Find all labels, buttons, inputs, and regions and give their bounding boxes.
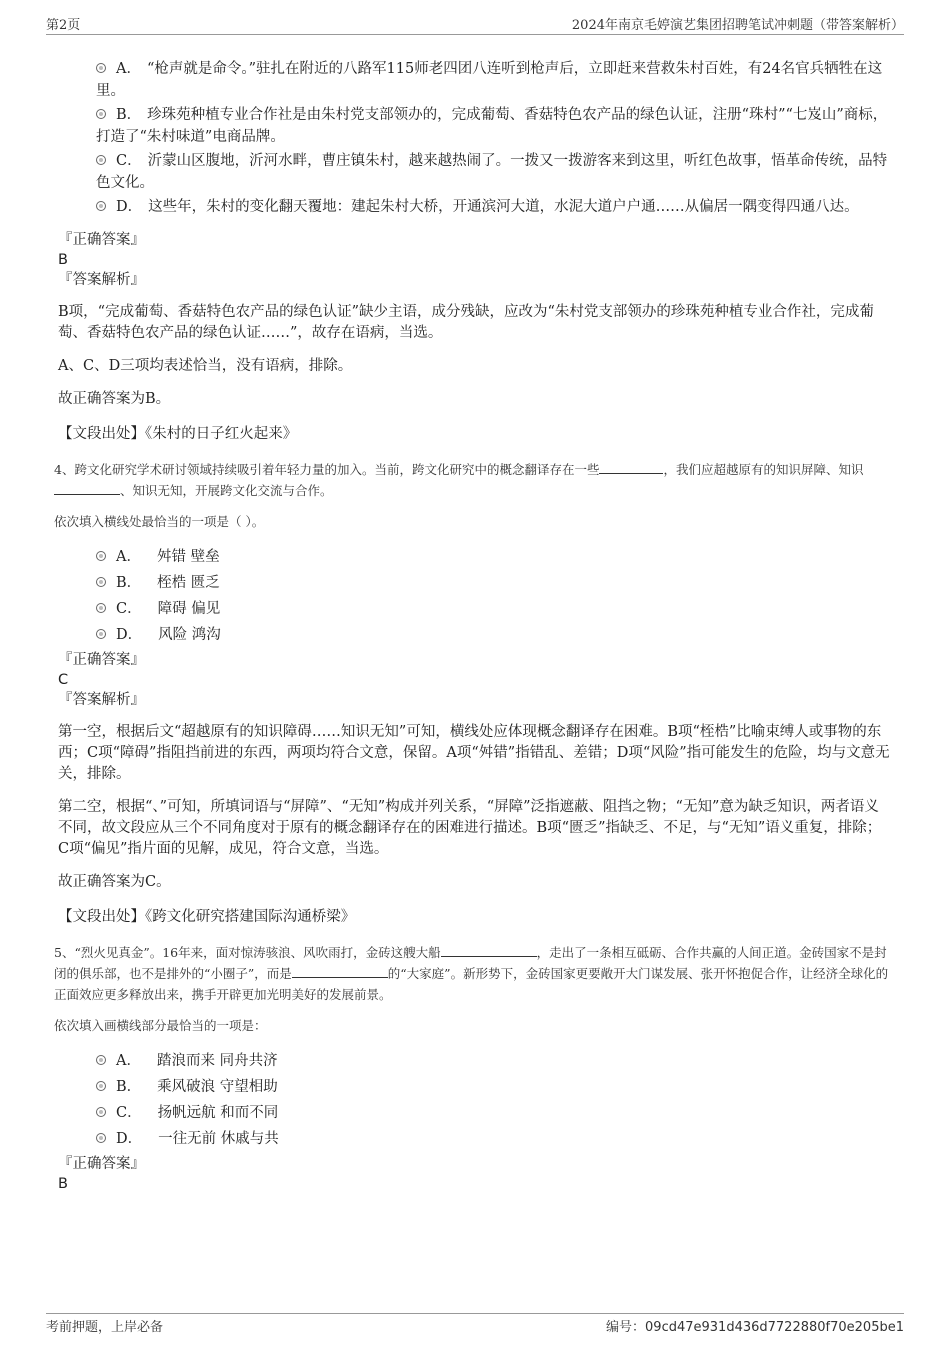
q3-option-c[interactable]: C． 沂蒙山区腹地，沂河水畔，曹庄镇朱村，越来越热闹了。一拨又一拨游客来到这里，听红色故事，悟革命传统，品特色文化。	[96, 153, 888, 191]
q4-analysis-label: 『答案解析』	[58, 692, 145, 708]
q4-answer-label: 『正确答案』	[58, 652, 145, 668]
q5-options	[96, 1050, 890, 1150]
main-content	[54, 58, 890, 1194]
q4-option-a[interactable]: A． 舛错 壁垒	[96, 546, 890, 568]
q3-analysis-paragraph: B项，“完成葡萄、香菇特色农产品的绿色认证”缺少主语，成分残缺，应改为“朱村党支部领办的珍珠苑种植专业合作社，完成葡萄、香菇特色农产品的绿色认证……”，故存在语病，当选。	[58, 304, 874, 341]
q4-analysis-paragraph: 第一空，根据后文“超越原有的知识障碍……知识无知”可知，横线处应体现概念翻译存在困难。B项“桎梏”比喻束缚人或事物的东西；C项“障碍”指阻挡前进的东西，两项均符合文意，保留。A项“舛错”指错乱、差错；D项“风险”指可能发生的危险，均与文意无关，排除。	[58, 724, 890, 782]
fill-blank	[54, 480, 120, 495]
q4-analysis-paragraph: 故正确答案为C。	[58, 874, 171, 890]
q4-option-d[interactable]: D． 风险 鸿沟	[96, 624, 890, 646]
q3-option-d[interactable]: D． 这些年，朱村的变化翻天覆地：建起朱村大桥，开通滨河大道，水泥大道户户通……从偏居一隅变得四通八达。	[96, 196, 890, 218]
document-code: 编号：09cd47e931d436d7722880f70e205be1	[606, 1320, 904, 1335]
fill-blank	[599, 459, 663, 474]
document-title: 2024年南京毛婷演艺集团招聘笔试冲刺题（带答案解析）	[571, 18, 904, 33]
q5-stem: 5、“烈火见真金”。16年来，面对惊涛骇浪、风吹雨打，金砖这艘大船 ，走出了一条相互砥砺、合作共赢的人间正道。金砖国家不是封闭的俱乐部，也不是排外的“小圈子”，而是 的“大家庭”。新形势下，金砖国家更要敞开大门谋发展、张开怀抱促合作，让经济全球化的正面效应更多释放出来，携手开辟更加光明美好的发展前景。	[54, 942, 890, 1005]
q3-source: 【文段出处】《朱村的日子红火起来》	[58, 426, 298, 442]
q5-option-c[interactable]: C． 扬帆远航 和而不同	[96, 1102, 890, 1124]
q3-option-a[interactable]: A． “枪声就是命令。”驻扎在附近的八路军115师老四团八连听到枪声后，立即赶来营救朱村百姓，有24名官兵牺牲在这里。	[96, 61, 883, 99]
radio-icon[interactable]	[96, 201, 106, 211]
q4-analysis-paragraph: 第二空，根据“、”可知，所填词语与“屏障”、“无知”构成并列关系，“屏障”泛指遮蔽、阻挡之物；“无知”意为缺乏知识，两者语义不同，故文段应从三个不同角度对于原有的概念翻译存在的困难进行描述。B项“匮乏”指缺乏、不足，与“无知”语义重复，排除；C项“偏见”指片面的见解，成见，符合文意，当选。	[58, 799, 882, 857]
q3-analysis-paragraph: 故正确答案为B。	[58, 391, 171, 407]
q4-option-c[interactable]: C． 障碍 偏见	[96, 598, 890, 620]
radio-icon[interactable]	[96, 63, 106, 73]
radio-icon[interactable]	[96, 1133, 106, 1143]
q3-answer-label: 『正确答案』	[58, 232, 145, 248]
q5-option-a[interactable]: A． 踏浪而来 同舟共济	[96, 1050, 890, 1072]
q3-option-b[interactable]: B． 珍珠苑种植专业合作社是由朱村党支部领办的，完成葡萄、香菇特色农产品的绿色认证，注册“珠村”“七岌山”商标，打造了“朱村味道”电商品牌。	[96, 107, 888, 145]
q3-options	[96, 58, 890, 218]
q4-option-b[interactable]: B． 桎梏 匮乏	[96, 572, 890, 594]
q4-prompt: 依次填入横线处最恰当的一项是（ ）。	[54, 514, 265, 529]
radio-icon[interactable]	[96, 629, 106, 639]
radio-icon[interactable]	[96, 551, 106, 561]
q4-source: 【文段出处】《跨文化研究搭建国际沟通桥梁》	[58, 909, 356, 925]
q5-prompt: 依次填入画横线部分最恰当的一项是：	[54, 1018, 267, 1033]
radio-icon[interactable]	[96, 1107, 106, 1117]
radio-icon[interactable]	[96, 155, 106, 165]
q3-analysis-label: 『答案解析』	[58, 272, 145, 288]
q5-answer-label: 『正确答案』	[58, 1156, 145, 1172]
q4-stem: 4、跨文化研究学术研讨领域持续吸引着年轻力量的加入。当前，跨文化研究中的概念翻译存在一些 ，我们应超越原有的知识屏障、知识、知识无知，开展跨文化交流与合作。	[54, 459, 890, 501]
radio-icon[interactable]	[96, 577, 106, 587]
q4-answer: C	[58, 672, 69, 688]
fill-blank	[292, 963, 388, 978]
page-header	[46, 12, 904, 35]
radio-icon[interactable]	[96, 1081, 106, 1091]
radio-icon[interactable]	[96, 603, 106, 613]
q3-analysis-paragraph: A、C、D三项均表述恰当，没有语病，排除。	[58, 358, 353, 374]
page-number: 第2页	[46, 18, 81, 33]
q5-option-b[interactable]: B． 乘风破浪 守望相助	[96, 1076, 890, 1098]
q5-answer: B	[58, 1176, 68, 1192]
q5-option-d[interactable]: D． 一往无前 休戚与共	[96, 1128, 890, 1150]
page-footer	[46, 1313, 904, 1336]
q4-options	[96, 546, 890, 646]
radio-icon[interactable]	[96, 109, 106, 119]
radio-icon[interactable]	[96, 1055, 106, 1065]
footer-slogan: 考前押题，上岸必备	[46, 1320, 164, 1335]
fill-blank	[441, 942, 537, 957]
q3-answer: B	[58, 252, 68, 268]
